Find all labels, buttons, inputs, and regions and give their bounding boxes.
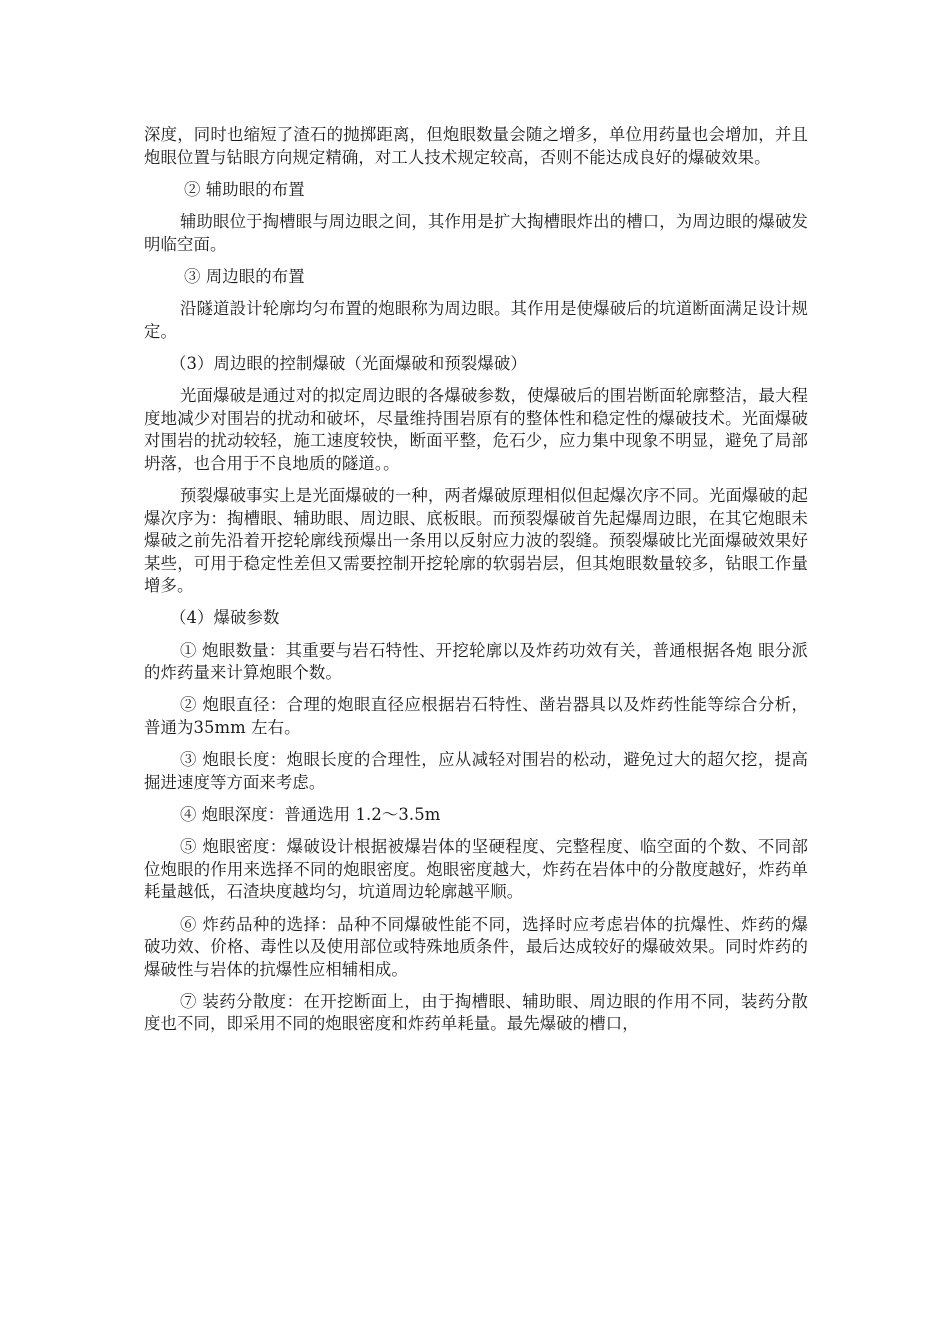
paragraph-perimeter-holes: 沿隧道設计轮廓均匀布置的炮眼称为周边眼。其作用是使爆破后的坑道断面满足设计规定。 — [144, 299, 808, 341]
paragraph-hole-diameter: ② 炮眼直径：合理的炮眼直径应根据岩石特性、凿岩器具以及炸药性能等综合分析，普通为35mm 左右。 — [144, 695, 808, 737]
paragraph-hole-density: ⑤ 炮眼密度：爆破设计根据被爆岩体的坚硬程度、完整程度、临空面的个数、不同部位炮眼的作用来选择不同的炮眼密度。炮眼密度越大，炸药在岩体中的分散度越好，炸药单耗量越低，石渣块度越均匀，坑道周边轮廓越平顺。 — [144, 837, 808, 902]
paragraph-continuation: 深度，同时也缩短了渣石的抛掷距离，但炮眼数量会随之增多，单位用药量也会增加，并且炮眼位置与钻眼方向规定精确，对工人技术规定较高，否则不能达成良好的爆破效果。 — [144, 125, 808, 167]
paragraph-hole-depth: ④ 炮眼深度：普通选用 1.2～3.5m — [180, 805, 441, 825]
paragraph-explosive-selection: ⑥ 炸药品种的选择：品种不同爆破性能不同，选择时应考虑岩体的抗爆性、炸药的爆破功效、价格、毒性以及使用部位或特殊地质条件，最后达成较好的爆破效果。同时炸药的爆破性与岩体的抗爆性应相辅相成。 — [144, 914, 808, 979]
paragraph-auxiliary-holes: 辅助眼位于掏槽眼与周边眼之间，其作用是扩大掏槽眼炸出的槽口，为周边眼的爆破发明临空面。 — [144, 212, 808, 254]
heading-controlled-blasting: （3）周边眼的控制爆破（光面爆破和预裂爆破） — [170, 353, 527, 373]
paragraph-charge-dispersion: ⑦ 装药分散度：在开挖断面上，由于掏槽眼、辅助眼、周边眼的作用不同，装药分散度也不同，即采用不同的炮眼密度和炸药单耗量。最先爆破的槽口， — [144, 991, 808, 1034]
paragraph-smooth-blasting: 光面爆破是通过对的拟定周边眼的各爆破参数，使爆破后的围岩断面轮廓整洁，最大程度地减少对围岩的扰动和破坏，尽量维持围岩原有的整体性和稳定性的爆破技术。光面爆破对围岩的扰动较轻，施工速度较快，断面平整，危石少，应力集中现象不明显，避免了局部坍落，也合用于不良地质的隧道。。 — [144, 386, 808, 473]
heading-perimeter-holes: ③ 周边眼的布置 — [184, 266, 305, 286]
paragraph-hole-count: ① 炮眼数量：其重要与岩石特性、开挖轮廓以及炸药功效有关，普通根据各炮 眼分派的炸药量来计算炮眼个数。 — [144, 640, 808, 683]
heading-auxiliary-holes: ② 辅助眼的布置 — [184, 179, 305, 199]
paragraph-hole-length: ③ 炮眼长度：炮眼长度的合理性，应从减轻对围岩的松动，避免过大的超欠挖，提高掘进速度等方面来考虑。 — [144, 750, 808, 792]
paragraph-presplit-blasting: 预裂爆破事实上是光面爆破的一种，两者爆破原理相似但起爆次序不同。光面爆破的起爆次序为：掏槽眼、辅助眼、周边眼、底板眼。而预裂爆破首先起爆周边眼，在其它炮眼未爆破之前先沿着开挖轮廓线预爆出一条用以反射应力波的裂缝。预裂爆破比光面爆破效果好某些，可用于稳定性差但又需要控制开挖轮廓的软弱岩层，但其炮眼数量较多，钻眼工作量增多。 — [144, 486, 808, 596]
document-page — [144, 124, 808, 1046]
heading-blasting-parameters: （4）爆破参数 — [170, 608, 280, 628]
